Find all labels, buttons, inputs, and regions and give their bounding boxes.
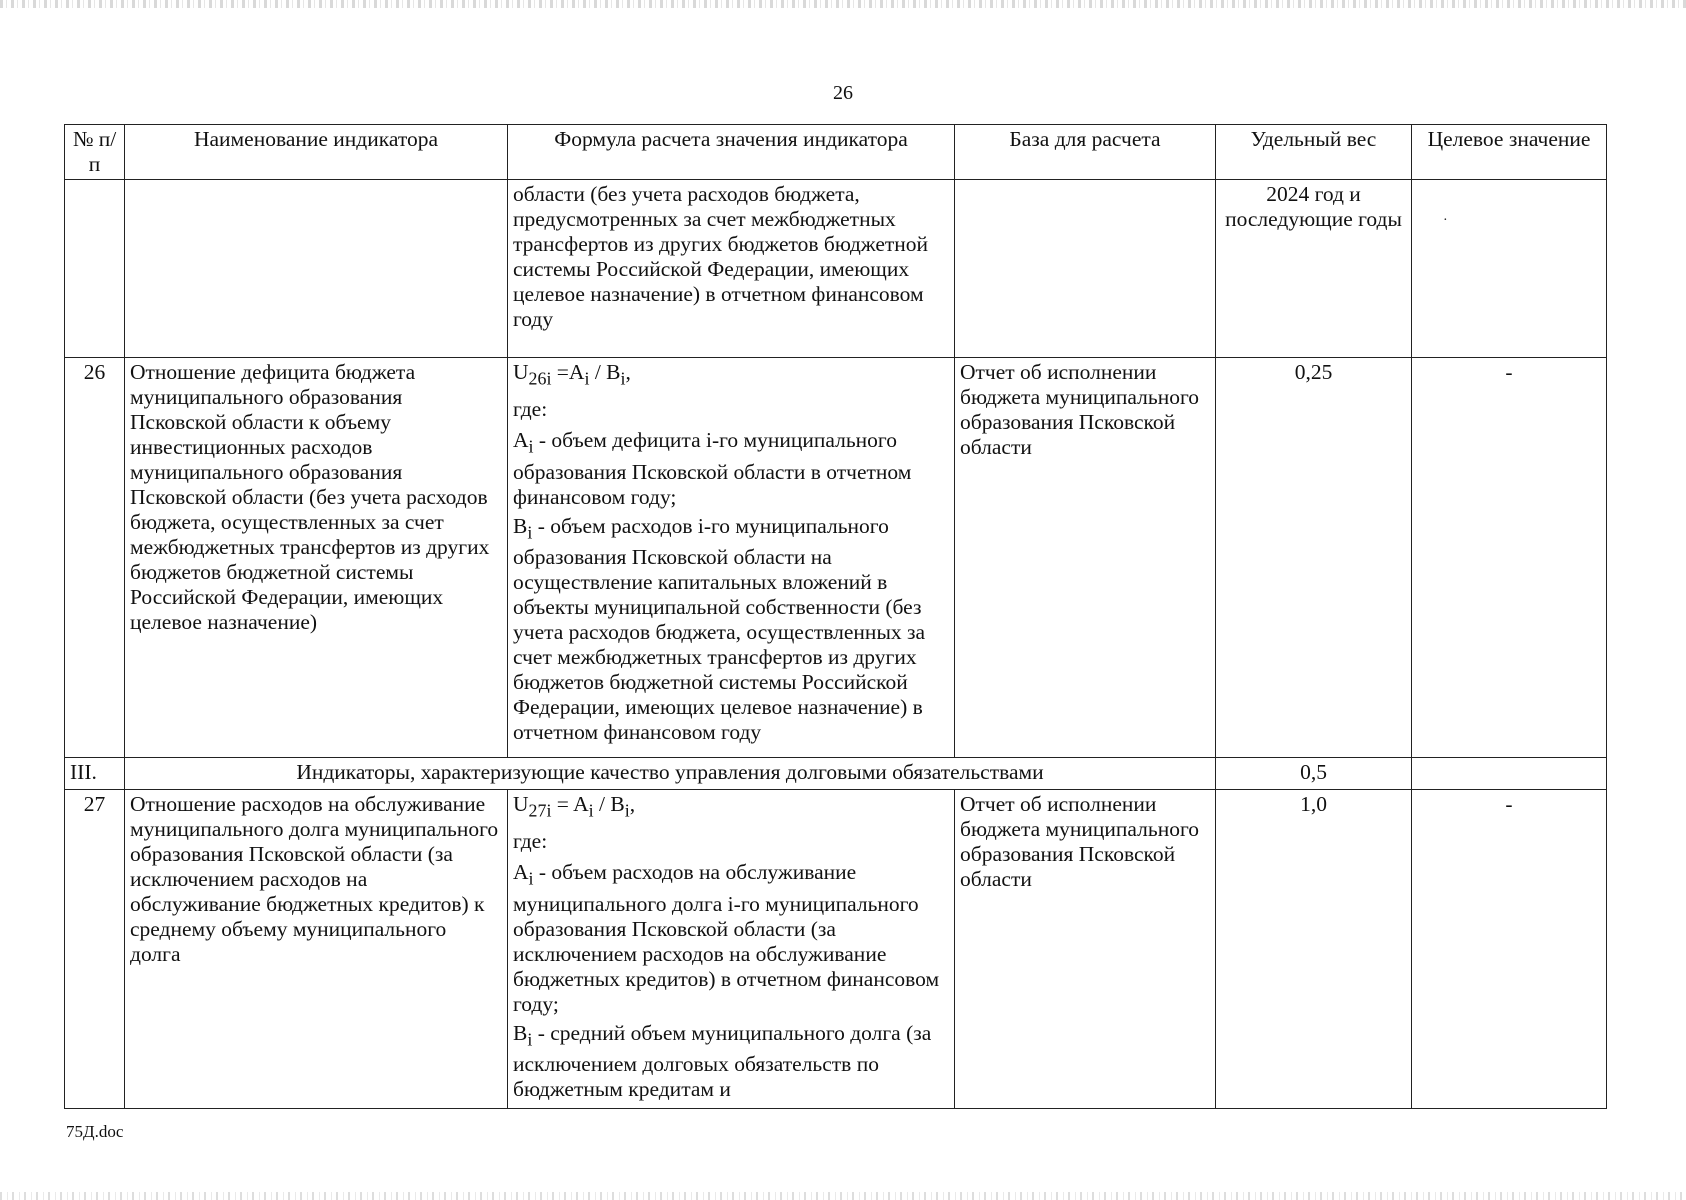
cell-weight: 0,5 <box>1216 758 1412 790</box>
cell-target <box>1412 758 1607 790</box>
formula-expression: $U_{27i} = A_i / B_i$, <box>513 792 636 821</box>
formula-b-definition: $B_i$ - средний объем муниципального долга (за исключением долговых обязательств по бюджетным кредитам и <box>513 1020 932 1101</box>
header-name: Наименование индикатора <box>125 125 508 180</box>
scan-edge-bottom <box>0 1192 1686 1200</box>
cell-base: Отчет об исполнении бюджета муниципального образования Псковской области <box>955 790 1216 1109</box>
cell-target: - <box>1412 790 1607 1109</box>
header-base: База для расчета <box>955 125 1216 180</box>
cell-weight: 0,25 <box>1216 358 1412 758</box>
footer-filename: 75Д.doc <box>66 1122 124 1141</box>
cell-num: 27 <box>65 790 125 1109</box>
formula-a-definition: $A_i$ - объем расходов на обслуживание муниципального долга i-го муниципального образования Псковской области (за исключением расходов на обслуживание бюджетных кредитов) в отчетном финансовом году; <box>513 860 940 1016</box>
table-row-continuation <box>65 180 1607 358</box>
cell-weight: 2024 год и последующие годы <box>1216 180 1412 358</box>
cell-name: Отношение дефицита бюджета муниципального образования Псковской области к объему инвестиционных расходов муниципального образования Псковской области (без учета расходов бюджета, осуществленных за счет межбюджетных трансфертов из других бюджетов бюджетной системы Российской Федерации, имеющих целевое назначение) <box>125 358 508 758</box>
table-header-row <box>65 125 1607 180</box>
cell-weight: 1,0 <box>1216 790 1412 1109</box>
cell-base <box>955 180 1216 358</box>
cell-num: III. <box>65 758 125 790</box>
header-num: № п/п <box>65 125 125 180</box>
table-section-row-3 <box>65 758 1607 790</box>
header-formula: Формула расчета значения индикатора <box>508 125 955 180</box>
cell-num: 26 <box>65 358 125 758</box>
cell-name <box>125 180 508 358</box>
cell-base: Отчет об исполнении бюджета муниципального образования Псковской области <box>955 358 1216 758</box>
table-row-27 <box>65 790 1607 1109</box>
cell-formula: области (без учета расходов бюджета, предусмотренных за счет межбюджетных трансфертов из других бюджетов бюджетной системы Российской Федерации, имеющих целевое назначение) в отчетном финансовом году <box>508 180 955 358</box>
cell-formula <box>508 358 955 758</box>
header-weight: Удельный вес <box>1216 125 1412 180</box>
cell-target: - <box>1412 358 1607 758</box>
formula-where: где: <box>513 829 548 854</box>
formula-where: где: <box>513 397 548 422</box>
page-number: 26 <box>833 82 853 104</box>
header-target: Целевое значение <box>1412 125 1607 180</box>
stray-dot: · <box>1443 213 1448 228</box>
cell-target <box>1412 180 1607 358</box>
formula-a-definition: $A_i$ - объем дефицита i-го муниципального образования Псковской области в отчетном финансовом году; <box>513 428 912 509</box>
cell-name: Отношение расходов на обслуживание муниципального долга муниципального образования Псковской области (за исключением расходов на обслуживание бюджетных кредитов) к среднему объему муниципального долга <box>125 790 508 1109</box>
formula-b-definition: $B_i$ - объем расходов i-го муниципального образования Псковской области на осуществление капитальных вложений в объекты муниципальной собственности (без учета расходов бюджета, осуществленных за счет межбюджетных трансфертов из других бюджетов бюджетной системы Российской Федерации, имеющих целевое назначение) в отчетном финансовом году <box>513 513 926 744</box>
table-row-26 <box>65 358 1607 758</box>
section-title: Индикаторы, характеризующие качество управления долговыми обязательствами <box>125 758 1216 790</box>
formula-expression: $U_{26i} =A_i / B_i$, <box>513 360 631 389</box>
scan-edge-top <box>0 0 1686 8</box>
indicators-table <box>64 124 1607 1109</box>
cell-num <box>65 180 125 358</box>
cell-formula <box>508 790 955 1109</box>
